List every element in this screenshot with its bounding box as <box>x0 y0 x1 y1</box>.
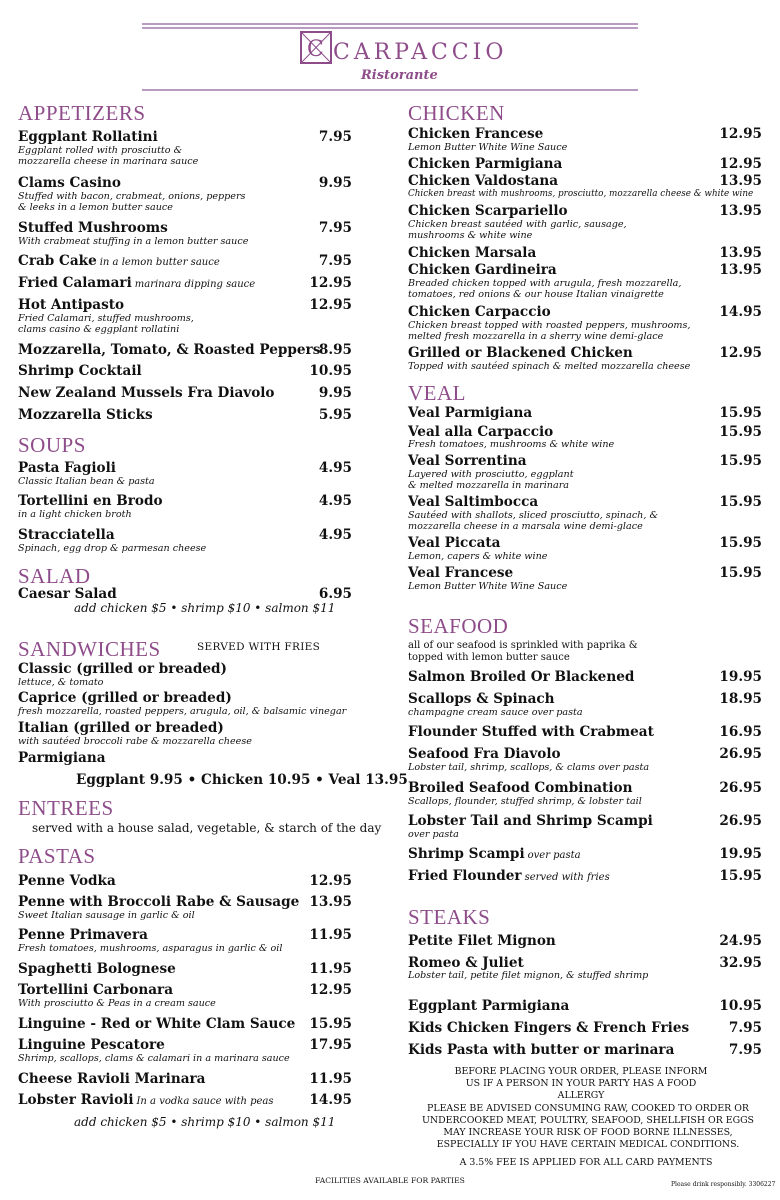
extra-price: 10.95 <box>719 998 762 1014</box>
chicken-desc: mushrooms & white wine <box>408 230 533 241</box>
veal-price: 15.95 <box>719 453 762 469</box>
seafood-price: 15.95 <box>719 868 762 884</box>
section-chicken: CHICKEN <box>408 101 505 125</box>
pasta-name: Tortellini Carbonara <box>18 982 174 998</box>
appetizer-price: 7.95 <box>318 253 352 269</box>
veal-price: 15.95 <box>719 494 762 510</box>
sandwich-prices: Eggplant 9.95 • Chicken 10.95 • Veal 13.95 <box>76 772 408 788</box>
veal-name: Veal Francese <box>408 565 514 581</box>
seafood-note: topped with lemon butter sauce <box>408 652 570 663</box>
veal-name: Veal Sorrentina <box>408 453 527 469</box>
seafood-price: 26.95 <box>719 746 762 762</box>
appetizer-name: New Zealand Mussels Fra Diavolo <box>18 385 275 401</box>
soup-desc: Classic Italian bean & pasta <box>18 476 155 487</box>
seafood-name: Broiled Seafood Combination <box>408 780 633 796</box>
seafood-price: 26.95 <box>719 813 762 829</box>
pasta-price: 13.95 <box>309 894 352 910</box>
pasta-name: Penne Primavera <box>18 927 148 943</box>
fee-notice: A 3.5% FEE IS APPLIED FOR ALL CARD PAYMENTS <box>459 1157 713 1168</box>
extra-price: 7.95 <box>728 1042 762 1058</box>
sandwich-desc: with sautéed broccoli rabe & mozzarella cheese <box>18 736 252 747</box>
seafood-price: 16.95 <box>719 724 762 740</box>
extra-name: Eggplant Parmigiana <box>408 998 570 1014</box>
seafood-name: Fried Flounder served with fries <box>408 868 610 884</box>
chicken-price: 12.95 <box>719 345 762 361</box>
header-rule-top-2 <box>142 27 638 29</box>
pasta-price: 12.95 <box>309 873 352 889</box>
chicken-desc: Chicken breast with mushrooms, prosciutto, mozzarella cheese & white wine <box>408 189 754 199</box>
chicken-price: 13.95 <box>719 173 762 189</box>
appetizer-price: 7.95 <box>318 220 352 236</box>
pasta-price: 11.95 <box>309 1071 352 1087</box>
sandwich-name: Parmigiana <box>18 750 106 766</box>
steak-name: Petite Filet Mignon <box>408 933 556 949</box>
header-rule-top <box>142 23 638 25</box>
sandwich-name: Classic (grilled or breaded) <box>18 661 227 677</box>
chicken-price: 13.95 <box>719 262 762 278</box>
pasta-name: Cheese Ravioli Marinara <box>18 1071 206 1087</box>
seafood-desc: champagne cream sauce over pasta <box>408 707 583 718</box>
steak-desc: Lobster tail, petite filet mignon, & stuffed shrimp <box>408 970 649 981</box>
seafood-desc: Lobster tail, shrimp, scallops, & clams over pasta <box>408 762 650 773</box>
chicken-name: Grilled or Blackened Chicken <box>408 345 633 361</box>
veal-desc: Fresh tomatoes, mushrooms & white wine <box>408 439 615 450</box>
chicken-price: 12.95 <box>719 126 762 142</box>
appetizer-name: Shrimp Cocktail <box>18 363 142 379</box>
chicken-price: 14.95 <box>719 304 762 320</box>
chicken-price: 13.95 <box>719 203 762 219</box>
chicken-desc: Chicken breast sautéed with garlic, sausage, <box>408 219 627 230</box>
seafood-name: Seafood Fra Diavolo <box>408 746 561 762</box>
appetizer-price: 9.95 <box>318 175 352 191</box>
header-rule-bottom <box>142 89 638 91</box>
section-sandwiches: SANDWICHES <box>18 637 161 661</box>
drink-notice: Please drink responsibly. 3306227 <box>671 1181 776 1188</box>
appetizer-desc: clams casino & eggplant rollatini <box>18 324 180 335</box>
salad-name: Caesar Salad <box>18 586 117 602</box>
veal-price: 15.95 <box>719 565 762 581</box>
chicken-name: Chicken Valdostana <box>408 173 559 189</box>
veal-desc: Lemon Butter White Wine Sauce <box>408 581 568 592</box>
appetizer-price: 12.95 <box>309 297 352 313</box>
soup-desc: Spinach, egg drop & parmesan cheese <box>18 543 207 554</box>
soup-name: Tortellini en Brodo <box>18 493 163 509</box>
appetizer-price: 10.95 <box>309 363 352 379</box>
appetizer-price: 5.95 <box>318 407 352 423</box>
chicken-desc: Chicken breast topped with roasted peppers, mushrooms, <box>408 320 691 331</box>
veal-name: Veal alla Carpaccio <box>408 424 554 440</box>
pasta-desc: Sweet Italian sausage in garlic & oil <box>18 910 195 921</box>
steak-price: 24.95 <box>719 933 762 949</box>
steak-price: 32.95 <box>719 955 762 971</box>
soup-name: Pasta Fagioli <box>18 460 116 476</box>
chicken-price: 12.95 <box>719 156 762 172</box>
veal-desc: Layered with prosciutto, eggplant <box>408 469 574 480</box>
entrees-note: served with a house salad, vegetable, & starch of the day <box>32 821 382 835</box>
appetizer-name: Crab Cake in a lemon butter sauce <box>18 253 220 269</box>
appetizer-price: 8.95 <box>318 342 352 358</box>
pasta-price: 15.95 <box>309 1016 352 1032</box>
chicken-desc: Lemon Butter White Wine Sauce <box>408 142 568 153</box>
chicken-name: Chicken Carpaccio <box>408 304 551 320</box>
appetizer-desc: With crabmeat stuffing in a lemon butter sauce <box>18 236 249 247</box>
logo-monogram <box>300 31 332 64</box>
seafood-name: Lobster Tail and Shrimp Scampi <box>408 813 653 829</box>
section-pastas: PASTAS <box>18 844 96 868</box>
seafood-price: 19.95 <box>719 669 762 685</box>
sandwich-name: Caprice (grilled or breaded) <box>18 690 232 706</box>
appetizer-name: Clams Casino <box>18 175 121 191</box>
pasta-desc: Fresh tomatoes, mushrooms, asparagus in garlic & oil <box>18 943 283 954</box>
pasta-desc: With prosciutto & Peas in a cream sauce <box>18 998 216 1009</box>
appetizer-desc: mozzarella cheese in marinara sauce <box>18 156 199 167</box>
pasta-price: 12.95 <box>309 982 352 998</box>
pasta-price: 17.95 <box>309 1037 352 1053</box>
pasta-price: 14.95 <box>309 1092 352 1108</box>
soup-price: 4.95 <box>318 460 352 476</box>
appetizer-name: Stuffed Mushrooms <box>18 220 168 236</box>
extra-name: Kids Chicken Fingers & French Fries <box>408 1020 690 1036</box>
section-veal: VEAL <box>408 381 466 405</box>
appetizer-desc: Eggplant rolled with prosciutto & <box>18 145 183 156</box>
pasta-name: Penne Vodka <box>18 873 116 889</box>
pasta-price: 11.95 <box>309 961 352 977</box>
advisory-notice: PLEASE BE ADVISED CONSUMING RAW, COOKED TO ORDER OR UNDERCOOKED MEAT, POULTRY, SEAFOOD, SHELLFISH OR EGGS MAY INCREASE YOUR RISK OF FOOD BORNE ILLNESSES, ESPECIALLY IF YOU HAVE CERTAIN MEDICAL CONDITIONS. <box>422 1103 754 1150</box>
seafood-desc: over pasta <box>408 829 459 840</box>
sandwich-name: Italian (grilled or breaded) <box>18 720 224 736</box>
appetizer-desc: Fried Calamari, stuffed mushrooms, <box>18 313 194 324</box>
sandwich-desc: lettuce, & tomato <box>18 677 104 688</box>
soup-price: 4.95 <box>318 493 352 509</box>
appetizer-name: Mozzarella, Tomato, & Roasted Peppers <box>18 342 321 358</box>
seafood-price: 26.95 <box>719 780 762 796</box>
section-seafood: SEAFOOD <box>408 614 509 638</box>
veal-name: Veal Parmigiana <box>408 405 533 421</box>
seafood-desc: Scallops, flounder, stuffed shrimp, & lobster tail <box>408 796 642 807</box>
seafood-name: Salmon Broiled Or Blackened <box>408 669 635 685</box>
soup-desc: in a light chicken broth <box>18 509 132 520</box>
salad-price: 6.95 <box>318 586 352 602</box>
seafood-name: Scallops & Spinach <box>408 691 555 707</box>
salad-addon: add chicken $5 • shrimp $10 • salmon $11 <box>74 601 336 615</box>
chicken-name: Chicken Marsala <box>408 245 537 261</box>
chicken-name: Chicken Parmigiana <box>408 156 563 172</box>
veal-price: 15.95 <box>719 535 762 551</box>
extra-price: 7.95 <box>728 1020 762 1036</box>
chicken-desc: melted fresh mozzarella in a sherry wine demi-glace <box>408 331 664 342</box>
sandwich-desc: fresh mozzarella, roasted peppers, arugula, oil, & balsamic vinegar <box>18 706 347 717</box>
pasta-name: Linguine - Red or White Clam Sauce <box>18 1016 296 1032</box>
chicken-price: 13.95 <box>719 245 762 261</box>
chicken-desc: Topped with sautéed spinach & melted mozzarella cheese <box>408 361 691 372</box>
chicken-name: Chicken Scarpariello <box>408 203 568 219</box>
pasta-desc: Shrimp, scallops, clams & calamari in a marinara sauce <box>18 1053 290 1064</box>
logo-initial: C <box>307 37 324 62</box>
seafood-price: 18.95 <box>719 691 762 707</box>
sandwiches-served: SERVED WITH FRIES <box>197 641 321 653</box>
appetizer-name: Hot Antipasto <box>18 297 125 313</box>
veal-name: Veal Piccata <box>408 535 501 551</box>
pasta-price: 11.95 <box>309 927 352 943</box>
parties-notice: FACILITIES AVAILABLE FOR PARTIES <box>315 1176 465 1185</box>
seafood-name: Flounder Stuffed with Crabmeat <box>408 724 654 740</box>
seafood-note: all of our seafood is sprinkled with paprika & <box>408 640 638 651</box>
steak-name: Romeo & Juliet <box>408 955 524 971</box>
veal-price: 15.95 <box>719 405 762 421</box>
section-appetizers: APPETIZERS <box>18 101 146 125</box>
appetizer-name: Eggplant Rollatini <box>18 129 158 145</box>
chicken-desc: tomatoes, red onions & our house Italian vinaigrette <box>408 289 664 300</box>
appetizer-desc: Stuffed with bacon, crabmeat, onions, peppers <box>18 191 246 202</box>
pasta-name: Lobster Ravioli In a vodka sauce with peas <box>18 1092 274 1108</box>
veal-desc: & melted mozzarella in marinara <box>408 480 569 491</box>
chicken-desc: Breaded chicken topped with arugula, fresh mozzarella, <box>408 278 682 289</box>
pasta-name: Penne with Broccoli Rabe & Sausage <box>18 894 300 910</box>
appetizer-desc: & leeks in a lemon butter sauce <box>18 202 173 213</box>
pasta-name: Spaghetti Bolognese <box>18 961 176 977</box>
pasta-addon: add chicken $5 • shrimp $10 • salmon $11 <box>74 1115 336 1129</box>
appetizer-price: 9.95 <box>318 385 352 401</box>
chicken-name: Chicken Francese <box>408 126 544 142</box>
section-salad: SALAD <box>18 564 91 588</box>
veal-desc: Lemon, capers & white wine <box>408 551 548 562</box>
extra-name: Kids Pasta with butter or marinara <box>408 1042 675 1058</box>
veal-desc: mozzarella cheese in a marsala wine demi-glace <box>408 521 643 532</box>
appetizer-name: Mozzarella Sticks <box>18 407 153 423</box>
allergy-notice: BEFORE PLACING YOUR ORDER, PLEASE INFORM US IF A PERSON IN YOUR PARTY HAS A FOOD ALLERGY <box>454 1066 708 1101</box>
appetizer-price: 12.95 <box>309 275 352 291</box>
section-soups: SOUPS <box>18 433 86 457</box>
brand-sub: Ristorante <box>361 68 438 83</box>
pasta-name: Linguine Pescatore <box>18 1037 165 1053</box>
brand-name: CARPACCIO <box>333 40 508 65</box>
veal-price: 15.95 <box>719 424 762 440</box>
appetizer-price: 7.95 <box>318 129 352 145</box>
seafood-price: 19.95 <box>719 846 762 862</box>
chicken-name: Chicken Gardineira <box>408 262 557 278</box>
soup-price: 4.95 <box>318 527 352 543</box>
section-steaks: STEAKS <box>408 905 491 929</box>
veal-name: Veal Saltimbocca <box>408 494 539 510</box>
soup-name: Stracciatella <box>18 527 115 543</box>
veal-desc: Sautéed with shallots, sliced prosciutto, spinach, & <box>408 510 659 521</box>
section-entrees: ENTREES <box>18 796 114 820</box>
seafood-name: Shrimp Scampi over pasta <box>408 846 581 862</box>
appetizer-name: Fried Calamari marinara dipping sauce <box>18 275 256 291</box>
